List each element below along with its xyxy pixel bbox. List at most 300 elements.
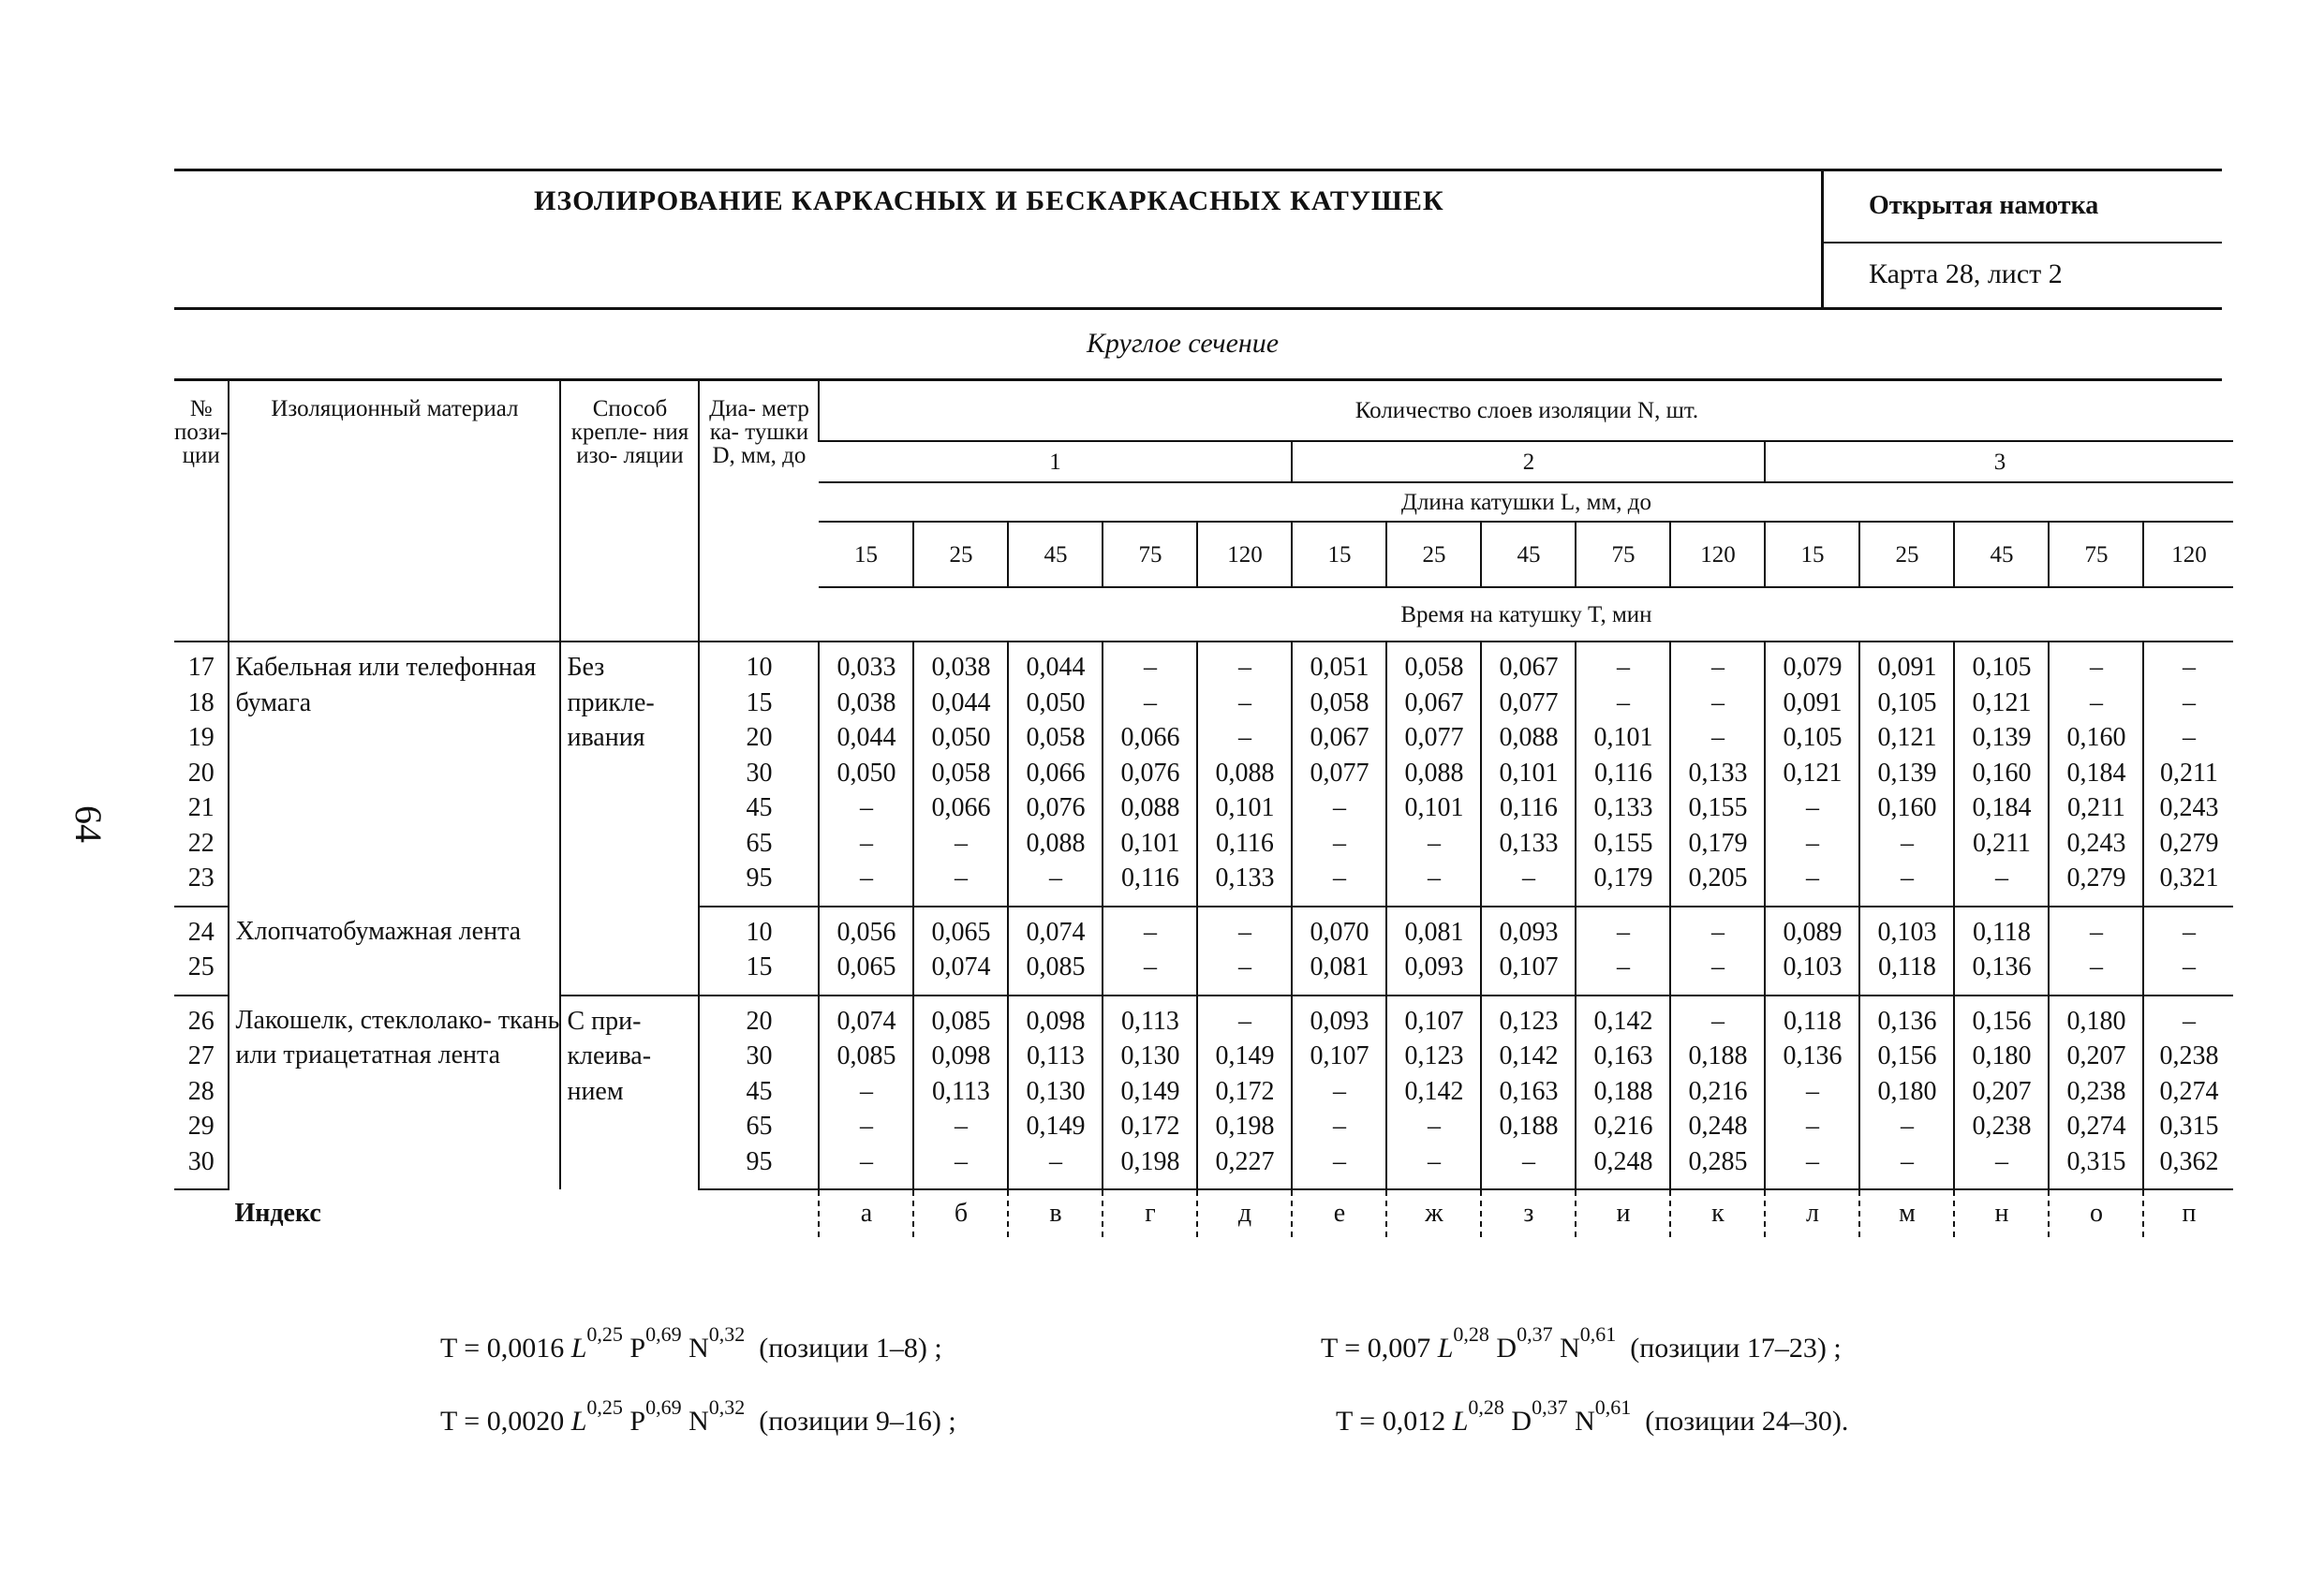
formula-exponent: 0,28	[1453, 1322, 1489, 1346]
formula-variable: N	[1567, 1406, 1595, 1437]
formula-length-symbol: L	[1437, 1333, 1454, 1364]
time-value: 0,227	[1197, 1144, 1292, 1190]
time-value: 0,088	[1197, 756, 1292, 791]
coil-diameter: 20	[699, 720, 819, 756]
time-value: 0,180	[2049, 996, 2143, 1040]
index-letter: л	[1765, 1189, 1859, 1237]
time-value: 0,093	[1481, 907, 1576, 951]
time-value: –	[2143, 686, 2233, 721]
formula-exponent: 0,25	[586, 1395, 623, 1419]
time-value: 0,067	[1481, 642, 1576, 686]
time-value: 0,279	[2049, 861, 2143, 907]
position-number: 19	[187, 723, 215, 752]
position-number: 20	[187, 758, 215, 788]
time-value: 0,238	[1954, 1109, 2049, 1144]
position-number: 23	[174, 861, 229, 907]
time-value: –	[1197, 720, 1292, 756]
time-value: 0,121	[1954, 686, 2049, 721]
time-value: –	[913, 826, 1008, 862]
time-value: 0,077	[1292, 756, 1386, 791]
time-value: 0,101	[1386, 790, 1481, 826]
time-value: –	[913, 1144, 1008, 1190]
time-value: –	[1670, 950, 1765, 996]
header-length-value: 25	[1386, 522, 1481, 587]
time-value: –	[1103, 950, 1197, 996]
formula-positions-17-23	[1321, 1322, 1842, 1364]
header-length-value: 15	[1765, 522, 1859, 587]
header-length-value: 25	[913, 522, 1008, 587]
time-value: 0,056	[819, 907, 913, 951]
time-value: –	[1765, 1109, 1859, 1144]
time-value: 0,136	[1954, 950, 2049, 996]
header-divider	[1821, 169, 1824, 309]
time-value: –	[1954, 1144, 2049, 1190]
time-value: 0,188	[1481, 1109, 1576, 1144]
formula-coefficient: T = 0,0016	[440, 1333, 571, 1364]
formula-note: (позиции 9–16) ;	[745, 1406, 956, 1437]
time-value: –	[1670, 996, 1765, 1040]
time-value: –	[1859, 826, 1954, 862]
time-value: –	[1481, 861, 1576, 907]
formula-exponent: 0,61	[1594, 1395, 1632, 1419]
formula-note: (позиции 24–30).	[1631, 1406, 1849, 1437]
time-value: –	[1765, 826, 1859, 862]
time-value: 0,088	[1008, 826, 1103, 862]
time-value: –	[2143, 907, 2233, 951]
time-value: –	[1197, 907, 1292, 951]
time-value: 0,044	[913, 686, 1008, 721]
position-number: 26	[187, 1006, 215, 1036]
coil-diameter: 30	[699, 756, 819, 791]
time-value: 0,074	[1008, 907, 1103, 951]
time-value: 0,038	[819, 686, 913, 721]
formula-note: (позиции 17–23) ;	[1616, 1333, 1842, 1364]
time-value: 0,113	[1008, 1039, 1103, 1074]
time-value: 0,180	[1954, 1039, 2049, 1074]
winding-type-label: Открытая намотка	[1869, 191, 2099, 220]
time-value: –	[819, 826, 913, 862]
time-value: 0,067	[1292, 720, 1386, 756]
position-number: 30	[174, 1144, 229, 1190]
time-value: 0,081	[1292, 950, 1386, 996]
coil-diameter: 65	[699, 1109, 819, 1144]
time-value: –	[913, 861, 1008, 907]
time-value: 0,074	[819, 996, 913, 1040]
coil-diameter: 15	[699, 950, 819, 996]
formula-positions-1-8	[440, 1322, 942, 1364]
time-value: –	[1292, 790, 1386, 826]
time-value: –	[2049, 950, 2143, 996]
time-value: –	[1859, 861, 1954, 907]
time-value: 0,077	[1481, 686, 1576, 721]
position-number: 24	[187, 917, 215, 947]
time-value: 0,105	[1765, 720, 1859, 756]
time-value: 0,149	[1103, 1074, 1197, 1110]
time-value: 0,085	[1008, 950, 1103, 996]
page-number: 64	[67, 805, 110, 843]
time-value: 0,180	[1859, 1074, 1954, 1110]
time-value: –	[1386, 861, 1481, 907]
index-letter: а	[819, 1189, 913, 1237]
time-value: –	[1576, 907, 1670, 951]
time-value: –	[819, 1109, 913, 1144]
header-length-value: 45	[1008, 522, 1103, 587]
time-value: –	[2049, 907, 2143, 951]
position-number: 29	[187, 1112, 215, 1141]
time-value: 0,116	[1481, 790, 1576, 826]
time-value: 0,105	[1859, 686, 1954, 721]
time-value: 0,130	[1008, 1074, 1103, 1110]
time-value: 0,274	[2143, 1074, 2233, 1110]
time-value: 0,274	[2049, 1109, 2143, 1144]
header-length-value: 15	[819, 522, 913, 587]
time-value: 0,179	[1670, 826, 1765, 862]
time-value: 0,163	[1576, 1039, 1670, 1074]
header-length-value: 25	[1859, 522, 1954, 587]
time-value: 0,184	[1954, 790, 2049, 826]
time-value: 0,149	[1197, 1039, 1292, 1074]
coil-diameter: 30	[699, 1039, 819, 1074]
time-value: –	[1670, 720, 1765, 756]
time-value: 0,050	[913, 720, 1008, 756]
header-length-value: 45	[1954, 522, 2049, 587]
time-value: 0,121	[1765, 756, 1859, 791]
time-value: –	[1197, 996, 1292, 1040]
time-value: –	[1576, 686, 1670, 721]
formula-exponent: 0,69	[645, 1322, 682, 1346]
formula-note: (позиции 1–8) ;	[745, 1333, 942, 1364]
time-value: –	[1197, 686, 1292, 721]
time-value: 0,211	[2143, 756, 2233, 791]
time-value: –	[2143, 996, 2233, 1040]
time-value: 0,113	[1103, 996, 1197, 1040]
time-value: –	[1103, 642, 1197, 686]
time-value: 0,198	[1197, 1109, 1292, 1144]
time-value: 0,172	[1103, 1109, 1197, 1144]
time-value: 0,211	[1954, 826, 2049, 862]
time-value: –	[1670, 686, 1765, 721]
formula-exponent: 0,37	[1517, 1322, 1553, 1346]
material-name: Хлопчатобумажная лента	[229, 907, 560, 996]
coil-diameter: 95	[699, 861, 819, 907]
time-value: 0,118	[1859, 950, 1954, 996]
time-value: 0,070	[1292, 907, 1386, 951]
time-value: 0,091	[1765, 686, 1859, 721]
time-value: 0,179	[1576, 861, 1670, 907]
time-value: 0,149	[1008, 1109, 1103, 1144]
formula-exponent: 0,25	[586, 1322, 623, 1346]
time-value: 0,050	[819, 756, 913, 791]
time-value: –	[1103, 686, 1197, 721]
time-value: 0,079	[1765, 642, 1859, 686]
time-value: 0,101	[1576, 720, 1670, 756]
time-norms-table	[174, 380, 2233, 1237]
time-value: –	[1765, 790, 1859, 826]
time-value: –	[1197, 950, 1292, 996]
time-value: 0,116	[1103, 861, 1197, 907]
time-value: 0,321	[2143, 861, 2233, 907]
time-value: 0,066	[1008, 756, 1103, 791]
time-value: –	[1292, 1109, 1386, 1144]
time-value: 0,248	[1670, 1109, 1765, 1144]
time-value: 0,118	[1765, 996, 1859, 1040]
time-value: –	[1008, 1144, 1103, 1190]
formula-variable: D	[1503, 1406, 1532, 1437]
time-value: 0,116	[1576, 756, 1670, 791]
header-material: Изоляционный материал	[229, 380, 560, 642]
time-value: 0,107	[1386, 996, 1481, 1040]
time-value: 0,315	[2143, 1109, 2233, 1144]
header-length-value: 75	[2049, 522, 2143, 587]
index-letter: з	[1481, 1189, 1576, 1237]
time-value: –	[1765, 1074, 1859, 1110]
time-value: –	[819, 1144, 913, 1190]
time-value: –	[2143, 642, 2233, 686]
time-value: 0,085	[913, 996, 1008, 1040]
time-value: 0,074	[913, 950, 1008, 996]
time-value: 0,116	[1197, 826, 1292, 862]
index-row	[174, 1189, 2233, 1237]
time-value: 0,107	[1292, 1039, 1386, 1074]
position-number: 25	[174, 950, 229, 996]
formula-exponent: 0,37	[1532, 1395, 1568, 1419]
time-value: 0,077	[1386, 720, 1481, 756]
header-layer-count: 1	[819, 441, 1292, 482]
time-value: –	[1197, 642, 1292, 686]
time-value: 0,103	[1765, 950, 1859, 996]
index-letter: в	[1008, 1189, 1103, 1237]
time-value: 0,098	[1008, 996, 1103, 1040]
time-value: 0,136	[1859, 996, 1954, 1040]
time-value: –	[1765, 1144, 1859, 1190]
time-value: –	[1292, 861, 1386, 907]
time-value: 0,088	[1103, 790, 1197, 826]
time-value: 0,113	[913, 1074, 1008, 1110]
index-letter: б	[913, 1189, 1008, 1237]
time-value: 0,156	[1954, 996, 2049, 1040]
table-row	[174, 642, 2233, 686]
index-letter: м	[1859, 1189, 1954, 1237]
coil-diameter: 95	[699, 1144, 819, 1190]
time-value: –	[1386, 1144, 1481, 1190]
top-rule	[174, 169, 2222, 171]
material-name: Кабельная или телефонная бумага	[229, 642, 560, 907]
index-letter: г	[1103, 1189, 1197, 1237]
time-value: 0,081	[1386, 907, 1481, 951]
time-value: 0,248	[1576, 1144, 1670, 1190]
formula-variable: N	[681, 1333, 709, 1364]
time-value: –	[1859, 1144, 1954, 1190]
formula-exponent: 0,32	[708, 1395, 746, 1419]
time-value: 0,123	[1481, 996, 1576, 1040]
time-value: 0,058	[1008, 720, 1103, 756]
formula-variable: P	[622, 1333, 646, 1364]
index-letter: н	[1954, 1189, 2049, 1237]
fixing-method: Без прикле- ивания	[560, 642, 699, 996]
time-value: 0,058	[913, 756, 1008, 791]
time-value: 0,160	[1954, 756, 2049, 791]
time-value: 0,065	[819, 950, 913, 996]
time-value: 0,211	[2049, 790, 2143, 826]
formula-length-symbol: L	[570, 1333, 587, 1364]
time-value: –	[1670, 642, 1765, 686]
time-value: 0,089	[1765, 907, 1859, 951]
time-value: 0,130	[1103, 1039, 1197, 1074]
time-value: 0,105	[1954, 642, 2049, 686]
header-right-divider	[1821, 242, 2222, 243]
time-value: 0,091	[1859, 642, 1954, 686]
time-value: –	[1292, 1074, 1386, 1110]
time-value: 0,163	[1481, 1074, 1576, 1110]
time-value: 0,085	[819, 1039, 913, 1074]
formula-exponent: 0,69	[645, 1395, 682, 1419]
time-value: –	[1386, 1109, 1481, 1144]
time-value: 0,107	[1481, 950, 1576, 996]
time-value: 0,243	[2049, 826, 2143, 862]
formula-exponent: 0,28	[1468, 1395, 1504, 1419]
time-value: –	[2143, 950, 2233, 996]
time-value: 0,093	[1386, 950, 1481, 996]
page-title: ИЗОЛИРОВАНИЕ КАРКАСНЫХ И БЕСКАРКАСНЫХ КАТУШЕК	[534, 185, 1444, 216]
time-value: 0,184	[2049, 756, 2143, 791]
header-time: Время на катушку T, мин	[819, 587, 2233, 642]
header-length: Длина катушки L, мм, до	[819, 482, 2233, 522]
time-value: 0,133	[1481, 826, 1576, 862]
header-layers: Количество слоев изоляции N, шт.	[819, 380, 2233, 441]
time-value: 0,065	[913, 907, 1008, 951]
time-value: 0,160	[2049, 720, 2143, 756]
index-letter: к	[1670, 1189, 1765, 1237]
formula-variable: P	[622, 1406, 646, 1437]
coil-diameter: 10	[699, 907, 819, 951]
time-value: –	[913, 1109, 1008, 1144]
header-length-value: 75	[1103, 522, 1197, 587]
coil-diameter: 45	[699, 790, 819, 826]
position-number: 27	[187, 1041, 215, 1070]
coil-diameter: 45	[699, 1074, 819, 1110]
time-value: –	[819, 1074, 913, 1110]
time-value: 0,038	[913, 642, 1008, 686]
time-value: –	[1103, 907, 1197, 951]
material-name: Лакошелк, стеклолако- ткань или триацетатная лента	[229, 996, 560, 1190]
time-value: –	[1576, 642, 1670, 686]
coil-diameter: 10	[699, 642, 819, 686]
index-letter: е	[1292, 1189, 1386, 1237]
index-letter: и	[1576, 1189, 1670, 1237]
time-value: –	[1576, 950, 1670, 996]
formula-exponent: 0,61	[1579, 1322, 1617, 1346]
table-row	[174, 907, 2233, 951]
card-sheet-label: Карта 28, лист 2	[1869, 258, 2063, 289]
header-length-value: 120	[2143, 522, 2233, 587]
time-value: –	[1954, 861, 2049, 907]
time-value: 0,156	[1859, 1039, 1954, 1074]
index-spacer	[174, 1189, 229, 1237]
fixing-method: С при- клеива- нием	[560, 996, 699, 1190]
header-length-value: 15	[1292, 522, 1386, 587]
time-value: 0,121	[1859, 720, 1954, 756]
time-value: 0,093	[1292, 996, 1386, 1040]
time-value: –	[1008, 861, 1103, 907]
time-value: 0,139	[1859, 756, 1954, 791]
table-row	[174, 996, 2233, 1040]
formula-variable: N	[1552, 1333, 1580, 1364]
header-method: Способ крепле- ния изо- ляции	[560, 380, 699, 642]
header-position: № пози- ции	[174, 380, 229, 642]
time-value: 0,076	[1103, 756, 1197, 791]
header-layer-count: 2	[1292, 441, 1765, 482]
formula-positions-9-16	[440, 1395, 956, 1438]
time-value: 0,101	[1481, 756, 1576, 791]
time-value: –	[1859, 1109, 1954, 1144]
time-value: 0,155	[1670, 790, 1765, 826]
index-label: Индекс	[234, 1199, 321, 1228]
time-value: –	[1386, 826, 1481, 862]
position-number: 28	[187, 1076, 215, 1106]
time-value: –	[2049, 686, 2143, 721]
time-value: 0,172	[1197, 1074, 1292, 1110]
formula-exponent: 0,32	[708, 1322, 746, 1346]
time-value: 0,051	[1292, 642, 1386, 686]
time-value: –	[1481, 1144, 1576, 1190]
time-value: 0,044	[1008, 642, 1103, 686]
coil-diameter: 65	[699, 826, 819, 862]
formula-coefficient: T = 0,012	[1336, 1406, 1453, 1437]
time-value: 0,205	[1670, 861, 1765, 907]
header-layer-count: 3	[1765, 441, 2233, 482]
header-length-value: 45	[1481, 522, 1576, 587]
time-value: –	[1765, 861, 1859, 907]
time-value: 0,067	[1386, 686, 1481, 721]
time-value: 0,139	[1954, 720, 2049, 756]
header-diameter: Диа- метр ка- тушки D, мм, до	[699, 380, 819, 642]
time-value: 0,133	[1576, 790, 1670, 826]
coil-diameter: 15	[699, 686, 819, 721]
time-value: 0,142	[1481, 1039, 1576, 1074]
header-length-value: 120	[1197, 522, 1292, 587]
position-number: 17	[187, 653, 215, 682]
time-value: 0,076	[1008, 790, 1103, 826]
time-value: 0,058	[1292, 686, 1386, 721]
formula-variable: D	[1488, 1333, 1517, 1364]
time-value: 0,142	[1386, 1074, 1481, 1110]
time-value: –	[819, 861, 913, 907]
formula-variable: N	[681, 1406, 709, 1437]
time-value: 0,033	[819, 642, 913, 686]
position-number: 21	[187, 793, 215, 822]
index-letter: п	[2143, 1189, 2233, 1237]
index-letter: д	[1197, 1189, 1292, 1237]
formula-positions-24-30	[1336, 1395, 1849, 1438]
time-value: 0,188	[1670, 1039, 1765, 1074]
time-value: 0,103	[1859, 907, 1954, 951]
time-value: 0,188	[1576, 1074, 1670, 1110]
formula-coefficient: T = 0,0020	[440, 1406, 571, 1437]
time-value: 0,044	[819, 720, 913, 756]
time-value: 0,058	[1386, 642, 1481, 686]
header-length-value: 75	[1576, 522, 1670, 587]
time-value: 0,142	[1576, 996, 1670, 1040]
time-value: 0,101	[1197, 790, 1292, 826]
index-letter: о	[2049, 1189, 2143, 1237]
time-value: 0,315	[2049, 1144, 2143, 1190]
formula-length-symbol: L	[570, 1406, 587, 1437]
header-bottom-rule	[174, 307, 2222, 310]
time-value: –	[2049, 642, 2143, 686]
time-value: –	[819, 790, 913, 826]
time-value: –	[1670, 907, 1765, 951]
time-value: 0,101	[1103, 826, 1197, 862]
